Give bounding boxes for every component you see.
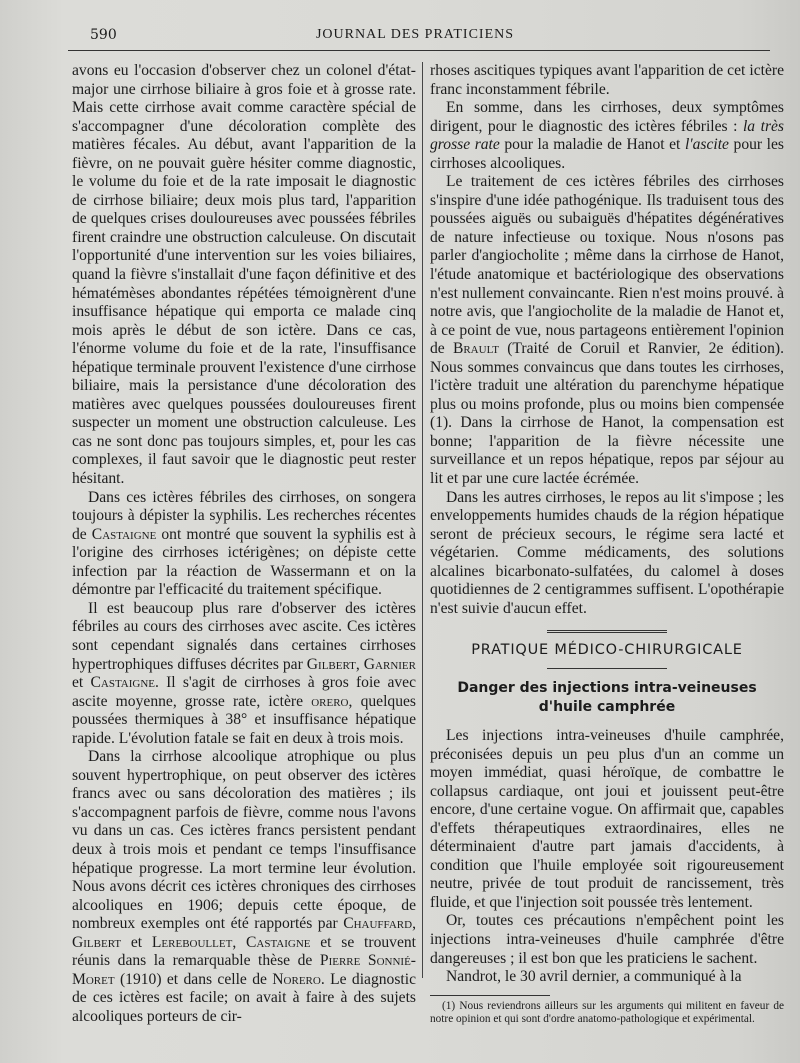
- page-number: 590: [90, 27, 117, 43]
- paragraph: Nandrot, le 30 avril dernier, a communiqué à la: [446, 968, 742, 986]
- paragraph: Or, toutes ces précautions n'empêchent point les injections intra-veineuses d'huile camphrée d'être dangereuses ; il est bon que les praticiens le sachent.: [430, 912, 784, 967]
- section-divider: [547, 668, 667, 669]
- author-name: Brault: [452, 340, 499, 358]
- paragraph: Le traitement de ces ictères fébriles des cirrhoses s'inspire d'une idée pathogénique. Ils traduisent tous des poussées aiguës ou subaiguës d'hépatites dégénératives de nature infectieuse ou toxique. Nous n'osons pas parler d'angiocholite ; même dans la cirrhose de Hanot, l'étude anatomique et bactériologique des observations n'est nullement convaincante. Rien n'est moins prouvé. à notre avis, que l'angiocholite de la maladie de Hanot et, à ce point de vue, nous partageons entièrement l'opinion de Brault (Traité de Coruil et Ranvier, 2e édition). Nous sommes convaincus que dans toutes les cirrhoses, l'ictère traduit une altération du parenchyme hépatique plus ou moins profonde, plus ou moins bien compensée (1). Dans la cirrhose de Hanot, la compensation est bonne; l'apparition de la fièvre nécessite une surveillance et un repos hépatique, repos par séjour au lit et par une cure lactée écrémée.: [430, 173, 784, 488]
- column-divider: [422, 62, 423, 978]
- article-title: Danger des injections intra-veineuses d'huile camphrée: [457, 679, 757, 715]
- footnote: (1) Nous reviendrons ailleurs sur les arguments qui militent en faveur de notre opinion et qui sont d'ordre anatomo-pathologique et expérimental.: [430, 999, 785, 1026]
- author-name: Norero: [272, 970, 321, 988]
- author-name: Gilbert: [306, 655, 356, 673]
- author-name: Castaigne: [90, 674, 155, 692]
- author-name: Chauffard: [343, 915, 413, 933]
- author-name: Pierre Sonnié-Moret: [72, 952, 416, 988]
- footnote-number: (1): [442, 999, 456, 1012]
- emphasis: l'ascite: [684, 136, 729, 154]
- right-column: [430, 62, 784, 1027]
- author-name: Castaigne: [91, 525, 157, 543]
- paragraph: rhoses ascitiques typiques avant l'apparition de cet ictère franc inconstamment fébrile.: [430, 62, 784, 98]
- paragraph: Les injections intra-veineuses d'huile camphrée, préconisées depuis un peu plus d'un an comme un moyen immédiat, quasi héroïque, de combattre le collapsus cardiaque, ont joui et jouissent peut-être encore, d'une certaine vogue. On affirmait que, capables d'effets thérapeutiques extraordinaires, elles ne déterminaient d'autre part jamais d'accidents, à condition que l'huile employée soit rigoureusement neutre, privée de tout produit de rancissement, très fluide, et que l'injection soit poussée très lentement.: [430, 726, 784, 911]
- author-name: Castaigne: [245, 933, 311, 951]
- emphasis: la très grosse rate: [430, 117, 784, 154]
- section-divider: [547, 630, 667, 631]
- paragraph: En somme, dans les cirrhoses, deux symptômes dirigent, pour le diagnostic des ictères fébriles : la très grosse rate pour la maladie de Hanot et l'ascite pour les cirrhoses alcooliques.: [430, 99, 784, 172]
- author-name: Gilbert: [72, 933, 122, 951]
- paragraph: Dans les autres cirrhoses, le repos au lit s'impose ; les enveloppements humides chauds de la région hépatique seront de précieux secours, le régime sera lacté et végétarien. Comme médicaments, des solutions alcalines bicarbonato-sulfatées, du calomel à doses quotidiennes de 2 centigrammes suffisent. L'opothérapie n'est suivie d'aucun effet.: [430, 488, 784, 617]
- footnote-rule: [430, 995, 550, 996]
- term: orero: [311, 692, 349, 710]
- journal-title: JOURNAL DES PRATICIENS: [315, 27, 515, 42]
- paragraph: avons eu l'occasion d'observer chez un colonel d'état-major une cirrhose biliaire à gros foie et à grosse rate. Mais cette cirrhose avait comme caractère spécial de s'accompagner d'une décoloration complète des matières fécales. Au début, avant l'apparition de la fièvre, on ne pouvait guère hésiter comme diagnostic, le volume du foie et de la rate imposait le diagnostic de cirrhose biliaire; deux mois plus tard, l'apparition de quelques crises douloureuses avec poussées fébriles firent craindre une obstruction calculeuse. On discutait l'opportunité d'une intervention sur les voies biliaires, quand la fièvre s'installait d'une façon définitive et des hématémèses abondantes répétées témoignèrent d'une insuffisance hépatique qui emporta ce malade cinq mois après le début de son ictère. Dans ce cas, l'énorme volume du foie et de la rate, l'insuffisance hépatique terminale prouvent l'existence d'une cirrhose biliaire, mais la persistance d'une décoloration des matières avec quelques poussées douloureuses firent suspecter un moment une obstruction calculeuse. Les cas ne sont donc pas toujours simples, et, pour les cas complexes, il faut savoir que le diagnostic peut rester hésitant.: [72, 62, 416, 488]
- author-name: Garnier: [363, 655, 416, 673]
- paragraph: Dans la cirrhose alcoolique atrophique ou plus souvent hypertrophique, on peut observer des ictères francs avec ou sans décoloration des matières ; ils s'accompagnent parfois de fièvre, comme nous l'avons vu dans un cas. Ces ictères francs persistent pendant deux à trois mois et pendant ce temps l'insuffisance hépatique progresse. La mort termine leur évolution. Nous avons décrit ces ictères chroniques des cirrhoses alcooliques en 1906; depuis cette époque, de nombreux exemples ont été rapportés par Chauffard, Gilbert et Lereboullet, Castaigne et se trouvent réunis dans la remarquable thèse de Pierre Sonnié-Moret (1910) et dans celle de Norero. Le diagnostic de ces ictères est facile; on avait à faire à des sujets alcooliques porteurs de cir-: [72, 748, 417, 1025]
- page-header: [60, 27, 770, 47]
- author-name: Lereboullet: [151, 933, 233, 951]
- paragraph: Dans ces ictères fébriles des cirrhoses, on songera toujours à dépister la syphilis. Les recherches récentes de Castaigne ont montré que souvent la syphilis est à l'origine des cirrhoses ictérigènes; on dépiste cette infection par la réaction de Wassermann et on la démontre par l'efficacité du traitement spécifique.: [72, 488, 416, 599]
- left-column: [72, 62, 416, 1026]
- section-title: PRATIQUE MÉDICO-CHIRURGICALE: [471, 642, 743, 659]
- paragraph: Il est beaucoup plus rare d'observer des ictères fébriles au cours des cirrhoses avec ascite. Ces ictères sont cependant signalés dans certaines cirrhoses hypertrophiques diffuses décrites par Gilbert, Garnier et Castaigne. Il s'agit de cirrhoses à gros foie avec ascite moyenne, grosse rate, ictère orero, quelques poussées thermiques à 38° et insuffisance hépatique rapide. L'évolution fatale se fait en deux à trois mois.: [72, 599, 417, 747]
- header-rule: [68, 50, 770, 51]
